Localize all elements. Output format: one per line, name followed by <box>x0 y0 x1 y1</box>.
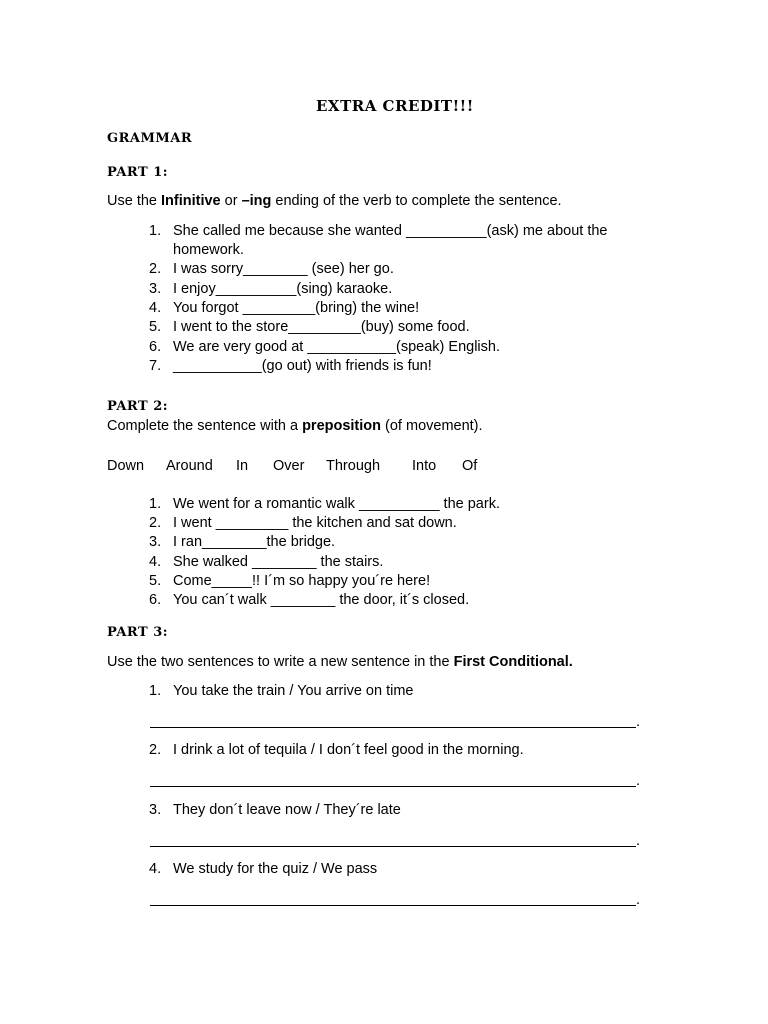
answer-line[interactable] <box>150 846 636 847</box>
item-number: 2. <box>149 742 162 758</box>
part2-instruction <box>107 417 483 435</box>
item-number: 4. <box>149 300 162 316</box>
list-item: We study for the quiz / We pass <box>173 861 378 877</box>
list-item: I drink a lot of tequila / I don´t feel good in the morning. <box>173 742 524 758</box>
list-item: I enjoy__________(sing) karaoke. <box>173 281 393 297</box>
item-number: 4. <box>149 861 162 877</box>
grammar-heading: GRAMMAR <box>107 131 193 146</box>
list-item: She called me because she wanted __________(ask) me about the <box>173 223 608 239</box>
word-bank-item: Over <box>273 458 305 474</box>
answer-line[interactable] <box>150 727 636 728</box>
part1-instruction <box>107 192 562 210</box>
instruction-text: or <box>220 193 242 209</box>
answer-line[interactable] <box>150 905 636 906</box>
instruction-bold-first-conditional: First Conditional. <box>453 654 573 670</box>
instruction-bold-infinitive: Infinitive <box>161 193 221 209</box>
instruction-bold-ing: –ing <box>241 193 272 209</box>
answer-end-period: . <box>636 833 641 849</box>
item-number: 7. <box>149 358 162 374</box>
list-item: We are very good at ___________(speak) English. <box>173 339 501 355</box>
part3-heading: PART 3: <box>107 625 169 640</box>
part2-heading: PART 2: <box>107 399 169 414</box>
part1-heading: PART 1: <box>107 165 169 180</box>
answer-end-period: . <box>636 892 641 908</box>
word-bank-item: Of <box>462 458 478 474</box>
item-number: 6. <box>149 339 162 355</box>
list-item: You forgot _________(bring) the wine! <box>173 300 420 316</box>
item-number: 1. <box>149 223 162 239</box>
item-number: 6. <box>149 592 162 608</box>
item-number: 1. <box>149 683 162 699</box>
instruction-text: ending of the verb to complete the sentence. <box>271 193 562 209</box>
answer-end-period: . <box>636 714 641 730</box>
list-item-continuation: homework. <box>173 242 244 258</box>
word-bank-item: Around <box>166 458 213 474</box>
answer-end-period: . <box>636 773 641 789</box>
instruction-bold-preposition: preposition <box>302 418 382 434</box>
list-item: Come_____!! I´m so happy you´re here! <box>173 573 431 589</box>
item-number: 4. <box>149 554 162 570</box>
word-bank-item: Through <box>326 458 381 474</box>
instruction-text: Use the two sentences to write a new sentence in the <box>107 654 454 670</box>
item-number: 2. <box>149 261 162 277</box>
item-number: 2. <box>149 515 162 531</box>
list-item: I was sorry________ (see) her go. <box>173 261 394 277</box>
list-item: We went for a romantic walk __________ the park. <box>173 496 500 512</box>
list-item: You take the train / You arrive on time <box>173 683 414 699</box>
item-number: 3. <box>149 534 162 550</box>
item-number: 3. <box>149 281 162 297</box>
list-item: I went _________ the kitchen and sat down. <box>173 515 457 531</box>
instruction-text: (of movement). <box>381 418 483 434</box>
list-item: ___________(go out) with friends is fun! <box>173 358 432 374</box>
item-number: 3. <box>149 802 162 818</box>
word-bank-item: Down <box>107 458 145 474</box>
answer-line[interactable] <box>150 786 636 787</box>
list-item: You can´t walk ________ the door, it´s closed. <box>173 592 470 608</box>
part3-instruction <box>107 653 573 671</box>
word-bank-item: Into <box>412 458 437 474</box>
instruction-text: Use the <box>107 193 161 209</box>
word-bank-item: In <box>236 458 249 474</box>
item-number: 5. <box>149 573 162 589</box>
item-number: 1. <box>149 496 162 512</box>
list-item: They don´t leave now / They´re late <box>173 802 401 818</box>
instruction-text: Complete the sentence with a <box>107 418 303 434</box>
list-item: I ran________the bridge. <box>173 534 336 550</box>
list-item: She walked ________ the stairs. <box>173 554 384 570</box>
list-item: I went to the store_________(buy) some food. <box>173 319 470 335</box>
page-title: EXTRA CREDIT!!! <box>316 97 474 115</box>
item-number: 5. <box>149 319 162 335</box>
